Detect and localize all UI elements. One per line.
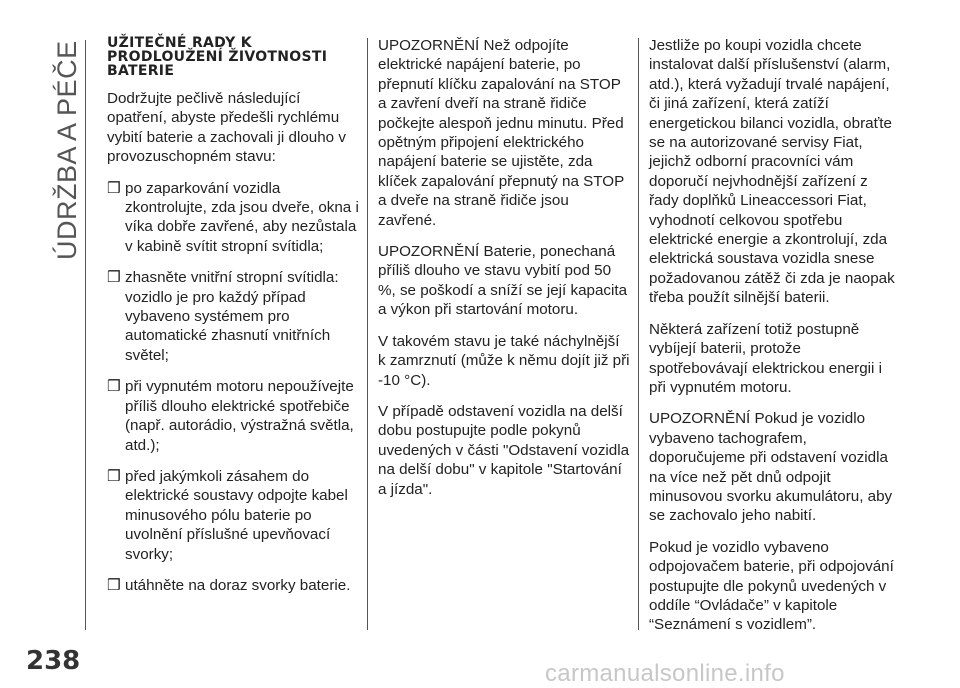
middle-column — [378, 36, 630, 511]
column-divider-2 — [638, 38, 639, 630]
right-column — [649, 36, 901, 647]
checkbox-bullet-icon: ❒ — [107, 378, 121, 396]
side-divider — [85, 40, 86, 630]
list-item-text: utáhněte na doraz svorky baterie. — [125, 576, 351, 594]
checkbox-bullet-icon: ❒ — [107, 467, 121, 485]
list-item — [107, 377, 359, 455]
section-heading: UŽITEČNÉ RADY K PRODLOUŽENÍ ŽIVOTNOSTI BATERIE — [107, 35, 328, 79]
checkbox-bullet-icon: ❒ — [107, 576, 121, 594]
list-item-text: po zaparkování vozidla zkontrolujte, zda jsou dveře, okna i víka dobře zavřené, aby nezůstala v kabině svítit stropní svítidla; — [125, 179, 359, 255]
warning-paragraph: UPOZORNĚNÍ Pokud je vozidlo vybaveno tachografem, doporučujeme při odstavení vozidla na více než pět dnů odpojit minusovou svorku akumulátoru, aby se zachovalo jeho nabití. — [649, 410, 893, 525]
list-item — [107, 268, 359, 365]
bullet-list — [107, 179, 359, 596]
list-item-text: zhasněte vnitřní stropní svítidla: vozidlo je pro každý případ vybaveno systémem pro automatické zhasnutí vnitřních světel; — [125, 269, 339, 364]
list-item — [107, 179, 359, 257]
body-paragraph: Některá zařízení totiž postupně vybíjejí baterii, protože spotřebovávají elektrickou energii i při vypnutém motoru. — [649, 320, 882, 396]
body-paragraph: V takovém stavu je také náchylnější k zamrznutí (může k němu dojít již při -10 °C). — [378, 332, 630, 389]
body-paragraph: V případě odstavení vozidla na delší dobu postupujte podle pokynů uvedených v části "Odstavení vozidla na delší dobu" v kapitole "Startování a jízda". — [378, 402, 630, 498]
watermark-text: carmanualsonline.info — [545, 660, 785, 687]
column-divider-1 — [367, 38, 368, 630]
body-paragraph: Jestliže po koupi vozidla chcete instalovat další příslušenství (alarm, atd.), která vyžadují trvalé napájení, či jiná zařízení, která zatíží energetickou bilanci vozidla, obraťte se na autorizované servisy Fiat, jejichž odborní pracovníci vám doporučí nejvhodnější zařízení z řady doplňků Lineaccessori Fiat, vyhodnotí celkovou spotřebu elektrické energie a zkontrolují, zda elektrická soustava vozidla snese požadovanou zátěž či zda je naopak třeba použít silnější baterii. — [649, 37, 895, 307]
body-paragraph: Pokud je vozidlo vybaveno odpojovačem baterie, při odpojování postupujte dle pokynů uvedených v oddíle “Ovládače” v kapitole “Seznámení s vozidlem”. — [649, 538, 894, 634]
left-column — [107, 36, 359, 607]
intro-paragraph: Dodržujte pečlivě následující opatření, abyste předešli rychlému vybití baterie a zachovali ji dlouho v provozuschopném stavu: — [107, 90, 346, 166]
warning-paragraph: UPOZORNĚNÍ Baterie, ponechaná příliš dlouho ve stavu vybití pod 50 %, se poškodí a sníží se její kapacita a výkon při startování motoru. — [378, 243, 628, 319]
list-item — [107, 467, 359, 564]
section-title-vertical: ÚDRŽBA A PÉČE — [52, 40, 82, 260]
list-item — [107, 576, 359, 595]
page-number: 238 — [26, 646, 81, 676]
checkbox-bullet-icon: ❒ — [107, 179, 121, 197]
list-item-text: před jakýmkoli zásahem do elektrické soustavy odpojte kabel minusového pólu baterie po uvolnění příslušné upevňovací svorky; — [125, 467, 348, 563]
checkbox-bullet-icon: ❒ — [107, 269, 121, 287]
list-item-text: při vypnutém motoru nepoužívejte příliš dlouho elektrické spotřebiče (např. autorádio, výstražná světla, atd.); — [125, 378, 354, 454]
warning-paragraph: UPOZORNĚNÍ Než odpojíte elektrické napájení baterie, po přepnutí klíčku zapalování na STOP a zavření dveří na straně řidiče počkejte alespoň jednu minutu. Před opětným připojení elektrického napájení baterie se ujistěte, zda klíček zapalování přepnutý na STOP a dveře na straně řidiče jsou zavřené. — [378, 37, 624, 229]
